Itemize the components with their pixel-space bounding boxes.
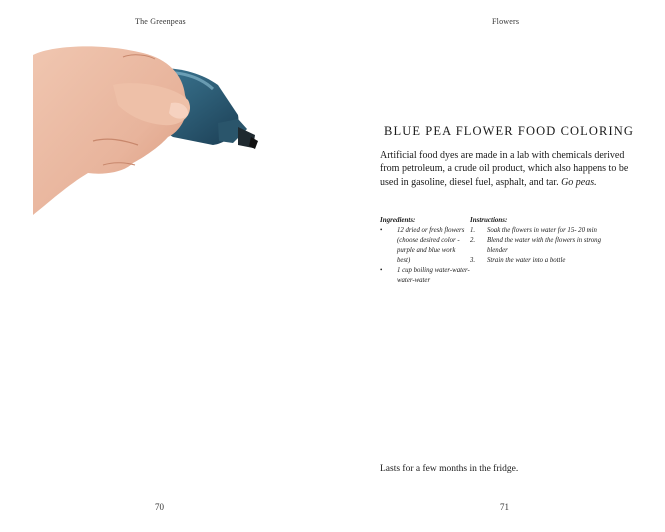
list-item [470,236,620,256]
step-number: 1. [470,227,476,234]
list-item [380,266,470,286]
hand-with-dropper-photo [33,45,263,215]
step-text: Blend the water with the flowers in strong blender [487,237,601,254]
step-text: Strain the water into a bottle [487,257,566,264]
left-page [0,0,332,532]
intro-emphasis: Go peas. [561,176,597,188]
instructions-section [470,216,620,266]
ingredient-text: 12 dried or fresh flowers (choose desired color - purple and blue work best) [397,227,465,264]
bullet-icon: • [380,267,383,274]
recipe-title: BLUE PEA FLOWER FOOD COLORING [384,124,634,138]
bullet-icon: • [380,227,383,234]
ingredients-heading: Ingredients: [380,216,416,224]
instructions-list [470,226,620,266]
ingredients-list [380,226,470,286]
ingredients-section [380,216,470,286]
running-head-left: The Greenpeas [135,17,186,26]
ingredient-text: 1 cup boiling water-water-water-water [397,267,470,284]
list-item [470,226,620,236]
step-number: 3. [470,257,476,264]
step-number: 2. [470,237,476,244]
instructions-heading: Instructions: [470,216,508,224]
intro-paragraph [380,149,640,189]
storage-note: Lasts for a few months in the fridge. [380,464,519,474]
intro-text: Artificial food dyes are made in a lab with chemicals derived from petroleum, a crude oil product, which also happens to be used in gasoline, diesel fuel, asphalt, and tar. [380,150,629,188]
step-text: Soak the flowers in water for 15- 20 min [487,227,597,234]
page-number-right: 71 [500,502,509,512]
list-item [380,226,470,266]
list-item [470,256,620,266]
running-head-right: Flowers [492,17,520,26]
right-page [332,0,665,532]
page-number-left: 70 [155,502,164,512]
